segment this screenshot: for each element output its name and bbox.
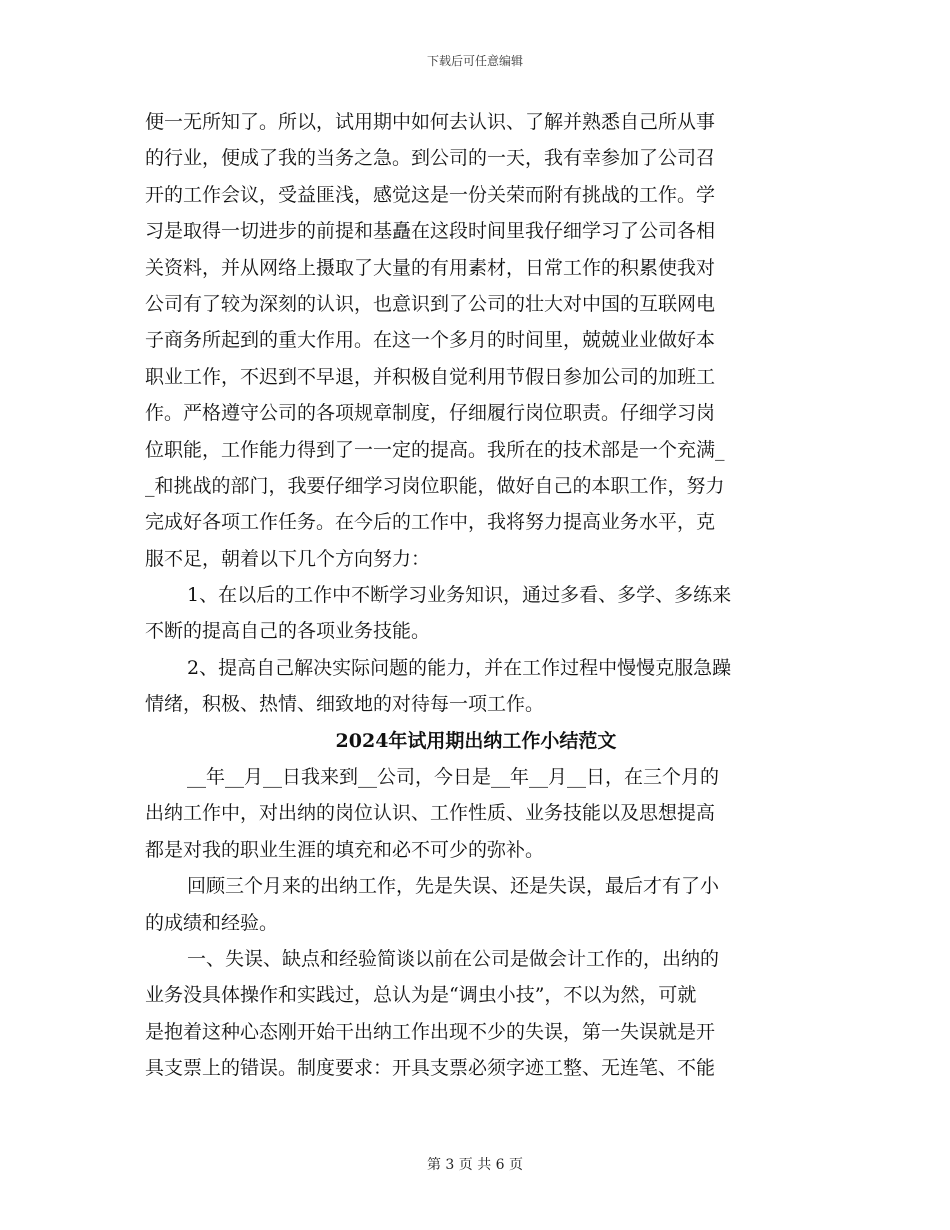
- body-line: 具支票上的错误。制度要求：开具支票必须字迹工整、无连笔、不能: [145, 1057, 716, 1080]
- body-line: 职业工作，不迟到不早退，并积极自觉利用节假日参加公司的加班工: [145, 365, 716, 388]
- list-item-2: 2、提高自己解决实际问题的能力，并在工作过程中慢慢克服急躁: [187, 656, 732, 679]
- body-line: 子商务所起到的重大作用。在这一个多月的时间里，兢兢业业做好本: [145, 329, 716, 352]
- document-body: [145, 104, 807, 1087]
- body-line: 出纳工作中，对出纳的岗位认识、工作性质、业务技能以及思想提高: [145, 802, 716, 825]
- body-line: 的行业，便成了我的当务之急。到公司的一天，我有幸参加了公司召: [145, 147, 716, 170]
- body-line: 习是取得一切进步的前提和基矗在这段时间里我仔细学习了公司各相: [145, 220, 716, 243]
- header-note: 下载后可任意编辑: [426, 54, 523, 68]
- body-line: 作。严格遵守公司的各项规章制度，仔细履行岗位职责。仔细学习岗: [145, 402, 716, 425]
- paragraph-start: __年__月__日我来到__公司，今日是__年__月__日，在三个月的: [187, 766, 720, 789]
- body-line: 完成好各项工作任务。在今后的工作中，我将努力提高业务水平，克: [145, 511, 716, 534]
- body-line: _和挑战的部门，我要仔细学习岗位职能，做好自己的本职工作，努力: [145, 474, 725, 497]
- body-line: 关资料，并从网络上摄取了大量的有用素材，日常工作的积累使我对: [145, 256, 716, 279]
- body-line: 的成绩和经验。: [145, 911, 279, 934]
- paragraph-start: 回顾三个月来的出纳工作，先是失误、还是失误，最后才有了小: [187, 875, 720, 898]
- body-line: 开的工作会议，受益匪浅，感觉这是一份关荣而附有挑战的工作。学: [145, 183, 716, 206]
- body-line: 不断的提高自己的各项业务技能。: [145, 620, 431, 643]
- paragraph-start: 一、失误、缺点和经验简谈以前在公司是做会计工作的，出纳的: [187, 947, 720, 970]
- section-title: 2024年试用期出纳工作小结范文: [335, 729, 617, 752]
- body-line: 情绪，积极、热情、细致地的对待每一项工作。: [145, 693, 545, 716]
- body-line: 服不足，朝着以下几个方向努力：: [145, 547, 431, 570]
- body-line: 都是对我的职业生涯的填充和必不可少的弥补。: [145, 838, 545, 861]
- page-number: 第 3 页 共 6 页: [426, 1157, 524, 1173]
- body-line: 公司有了较为深刻的认识，也意识到了公司的壮大对中国的互联网电: [145, 292, 716, 315]
- list-item-1: 1、在以后的工作中不断学习业务知识，通过多看、多学、多练来: [187, 584, 732, 607]
- body-line: 业务没具体操作和实践过，总认为是“调虫小技”，不以为然，可就: [145, 984, 697, 1007]
- body-line: 位职能，工作能力得到了一一定的提高。我所在的技术部是一个充满_: [145, 438, 725, 461]
- body-line: 是抱着这种心态刚开始干出纳工作出现不少的失误，第一失误就是开: [145, 1020, 716, 1043]
- body-line: 便一无所知了。所以，试用期中如何去认识、了解并熟悉自己所从事: [145, 111, 716, 133]
